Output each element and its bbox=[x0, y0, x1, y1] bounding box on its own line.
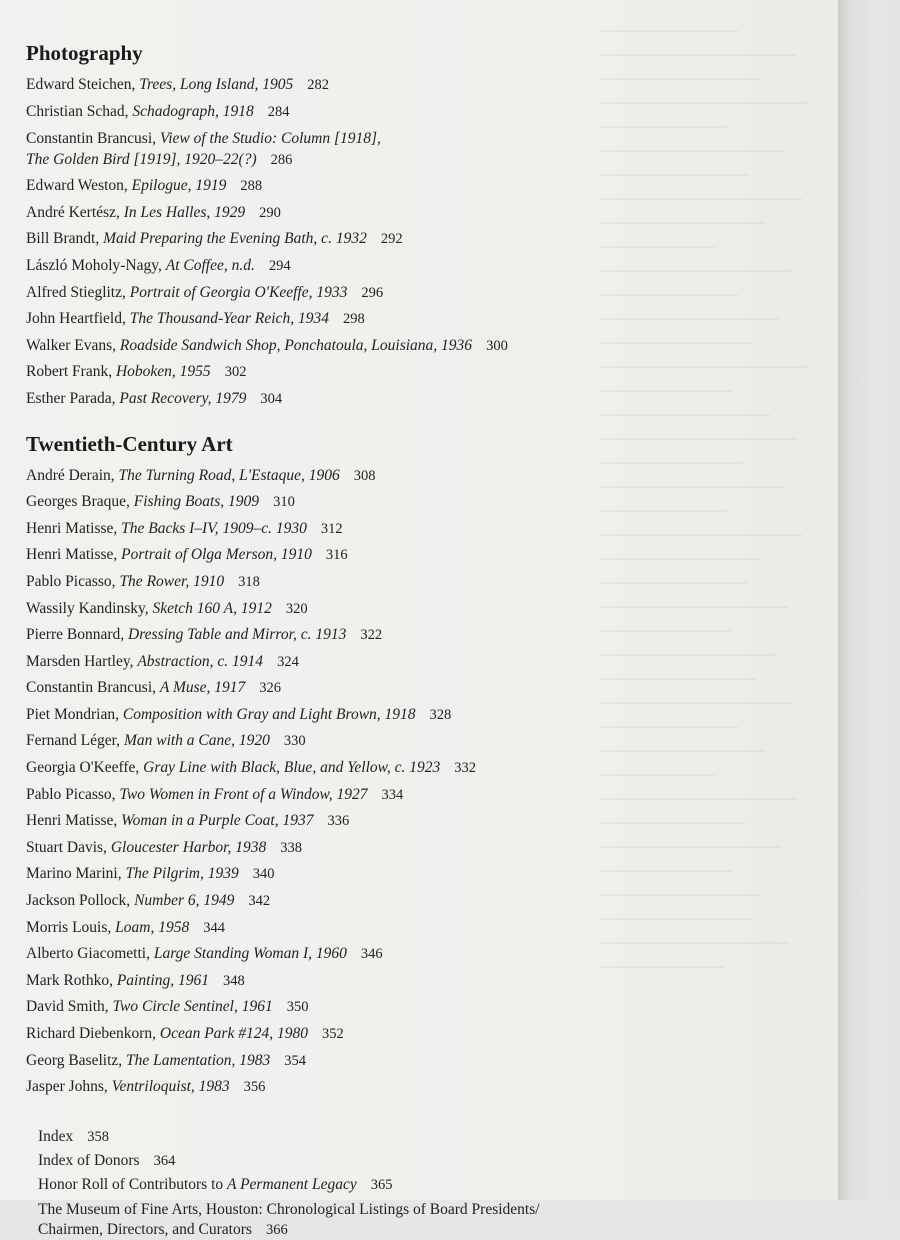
entry-title: Maid Preparing the Evening Bath, c. 1932 bbox=[103, 230, 367, 248]
entry-title: Ventriloquist, 1983 bbox=[111, 1078, 230, 1096]
entry-title: Gray Line with Black, Blue, and Yellow, c. 1923 bbox=[143, 759, 441, 777]
entry-title: Two Circle Sentinel, 1961 bbox=[112, 998, 273, 1016]
entry-title: Portrait of Olga Merson, 1910 bbox=[121, 546, 312, 564]
toc-entry[interactable] bbox=[26, 280, 816, 307]
toc-entry[interactable] bbox=[26, 941, 816, 968]
entry-artist: Georg Baselitz, bbox=[26, 1051, 127, 1069]
entry-title: Composition with Gray and Light Brown, 1918 bbox=[122, 705, 416, 723]
entry-artist: Jasper Johns, bbox=[26, 1078, 112, 1096]
toc-entry-chronology[interactable] bbox=[38, 1197, 816, 1240]
entry-title-continued bbox=[26, 149, 816, 171]
entry-title: The Backs I–IV, 1909–c. 1930 bbox=[121, 519, 307, 537]
toc-entry[interactable] bbox=[26, 915, 816, 942]
entry-page: 326 bbox=[259, 680, 282, 697]
entry-artist: Georges Braque, bbox=[26, 493, 134, 511]
toc-entry[interactable] bbox=[26, 675, 816, 702]
entry-page: 338 bbox=[280, 839, 302, 856]
entry-title: Man with a Cane, 1920 bbox=[123, 732, 270, 750]
toc-entry[interactable] bbox=[26, 386, 816, 413]
entry-artist: Morris Louis, bbox=[26, 918, 116, 936]
entry-artist: Stuart Davis, bbox=[26, 838, 111, 856]
toc-entry[interactable] bbox=[26, 596, 816, 623]
toc-entry[interactable] bbox=[26, 463, 816, 490]
entry-artist: Robert Frank, bbox=[26, 363, 116, 381]
entry-artist: Christian Schad, bbox=[26, 102, 133, 120]
entry-page: 294 bbox=[268, 257, 291, 274]
toc-section bbox=[26, 40, 816, 413]
entry-label-line2: Chairmen, Directors, and Curators bbox=[38, 1220, 252, 1238]
toc-entry[interactable] bbox=[26, 649, 816, 676]
toc-entry[interactable] bbox=[26, 72, 816, 99]
section-title: Photography bbox=[26, 41, 143, 65]
entry-title: View of the Studio: Column [1918], bbox=[159, 130, 381, 148]
entry-artist: Jackson Pollock, bbox=[26, 892, 135, 910]
entry-artist: Edward Steichen, bbox=[26, 76, 140, 93]
toc-entry[interactable] bbox=[26, 489, 816, 516]
entry-page: 348 bbox=[222, 972, 245, 989]
toc-entry[interactable] bbox=[26, 173, 816, 200]
toc-entry[interactable] bbox=[26, 1021, 816, 1048]
entry-page: 292 bbox=[380, 231, 403, 248]
entry-page: 340 bbox=[252, 866, 275, 883]
toc-entry[interactable] bbox=[26, 782, 816, 809]
entry-page: 346 bbox=[360, 946, 383, 963]
entry-page: 344 bbox=[203, 919, 225, 936]
entry-artist: Edward Weston, bbox=[26, 177, 132, 195]
facing-page-edge bbox=[838, 0, 900, 1200]
entry-page: 282 bbox=[307, 77, 329, 93]
entry-artist: Piet Mondrian, bbox=[26, 705, 123, 723]
toc-entry[interactable] bbox=[26, 1074, 816, 1101]
entry-page: 354 bbox=[284, 1052, 307, 1069]
entry-title: Trees, Long Island, 1905 bbox=[139, 76, 294, 93]
entry-title: Portrait of Georgia O'Keeffe, 1933 bbox=[129, 283, 348, 301]
entry-artist: André Derain, bbox=[26, 466, 119, 484]
entry-artist: Richard Diebenkorn, bbox=[26, 1025, 160, 1042]
entry-title: Sketch 160 A, 1912 bbox=[152, 599, 272, 617]
entry-title: Dressing Table and Mirror, c. 1913 bbox=[128, 626, 347, 644]
entry-artist: Alfred Stieglitz, bbox=[26, 283, 130, 301]
entry-page: 356 bbox=[243, 1079, 266, 1096]
entry-title: The Rower, 1910 bbox=[119, 572, 225, 590]
entry-label-line1: The Museum of Fine Arts, Houston: Chronological Listings of Board Presidents/ bbox=[38, 1200, 540, 1218]
entry-title: Abstraction, c. 1914 bbox=[137, 652, 264, 670]
toc-entry[interactable] bbox=[26, 253, 816, 280]
toc-entry[interactable] bbox=[26, 861, 816, 888]
entry-page: 318 bbox=[238, 573, 260, 590]
toc-entry-honor-roll[interactable] bbox=[38, 1173, 816, 1197]
entry-page: 366 bbox=[265, 1221, 288, 1238]
entry-artist: Pierre Bonnard, bbox=[26, 626, 129, 644]
toc-entry[interactable] bbox=[26, 542, 816, 569]
entry-label: Honor Roll of Contributors to bbox=[38, 1175, 228, 1193]
entry-artist: Mark Rothko, bbox=[26, 971, 117, 989]
entry-page: 296 bbox=[361, 284, 384, 301]
entry-page: 328 bbox=[429, 706, 452, 723]
entry-artist: Pablo Picasso, bbox=[26, 785, 120, 803]
entry-artist: Walker Evans, bbox=[26, 336, 120, 354]
toc-entry[interactable] bbox=[26, 968, 816, 995]
entry-title: Loam, 1958 bbox=[115, 918, 190, 936]
entry-page: 284 bbox=[267, 103, 290, 120]
entry-title: Woman in a Purple Coat, 1937 bbox=[121, 812, 314, 830]
toc-entry[interactable] bbox=[26, 359, 816, 386]
entry-title: At Coffee, n.d. bbox=[165, 256, 255, 274]
entry-title: Roadside Sandwich Shop, Ponchatoula, Louisiana, 1936 bbox=[119, 336, 473, 354]
entry-page: 320 bbox=[285, 600, 308, 617]
entry-title: Painting, 1961 bbox=[116, 971, 209, 989]
entry-page: 312 bbox=[320, 520, 343, 537]
entry-page: 298 bbox=[342, 311, 365, 328]
toc-section bbox=[26, 431, 816, 1101]
section-title: Twentieth-Century Art bbox=[26, 431, 233, 456]
toc-entry[interactable] bbox=[26, 306, 816, 333]
entry-page: 332 bbox=[454, 760, 476, 777]
entry-artist: Constantin Brancusi, bbox=[26, 679, 160, 697]
entry-title: Fishing Boats, 1909 bbox=[133, 493, 260, 511]
toc-entry[interactable] bbox=[26, 333, 816, 360]
entry-page: 300 bbox=[486, 337, 508, 354]
entry-artist: Bill Brandt, bbox=[26, 230, 104, 248]
entry-title-line2: The Golden Bird [1919], 1920–22(?) bbox=[26, 151, 257, 169]
entry-page: 310 bbox=[273, 494, 295, 511]
toc-entry[interactable] bbox=[26, 888, 816, 915]
entry-page: 358 bbox=[87, 1128, 110, 1145]
entry-title: A Muse, 1917 bbox=[159, 679, 246, 697]
entry-label: Index of Donors bbox=[38, 1151, 140, 1169]
entry-artist: Fernand Léger, bbox=[26, 732, 124, 750]
entry-title: Hoboken, 1955 bbox=[115, 363, 211, 381]
toc-entry[interactable] bbox=[26, 702, 816, 729]
entry-page: 302 bbox=[224, 364, 247, 381]
entry-artist: Wassily Kandinsky, bbox=[26, 599, 153, 617]
entry-label: Index bbox=[38, 1127, 74, 1145]
entry-artist: Pablo Picasso, bbox=[26, 572, 120, 590]
entry-artist: Marsden Hartley, bbox=[26, 652, 138, 670]
entry-page: 308 bbox=[353, 467, 376, 484]
toc-entry[interactable] bbox=[26, 1048, 816, 1075]
entry-title: In Les Halles, 1929 bbox=[123, 203, 246, 221]
entry-page: 288 bbox=[240, 178, 263, 195]
entry-page: 324 bbox=[277, 653, 299, 670]
entry-title: Epilogue, 1919 bbox=[131, 177, 227, 195]
toc-entry[interactable] bbox=[26, 226, 816, 253]
entry-page: 330 bbox=[283, 733, 306, 750]
toc-entry[interactable] bbox=[26, 99, 816, 126]
entry-title: The Turning Road, L'Estaque, 1906 bbox=[118, 466, 340, 484]
entry-artist: David Smith, bbox=[26, 998, 113, 1016]
entry-artist: Henri Matisse, bbox=[26, 812, 122, 830]
entry-page: 334 bbox=[381, 786, 404, 803]
entry-page: 352 bbox=[321, 1026, 344, 1042]
entry-page: 322 bbox=[360, 627, 383, 644]
entry-title: The Thousand-Year Reich, 1934 bbox=[129, 310, 329, 328]
entry-page: 365 bbox=[370, 1176, 393, 1193]
back-matter bbox=[26, 1125, 816, 1240]
entry-title: Two Women in Front of a Window, 1927 bbox=[119, 785, 368, 803]
contents-sections bbox=[26, 40, 816, 1101]
toc-entry[interactable] bbox=[26, 755, 816, 782]
entry-artist: László Moholy-Nagy, bbox=[26, 256, 166, 274]
toc-entry-index-of-donors[interactable] bbox=[38, 1149, 816, 1173]
entry-artist: André Kertész, bbox=[26, 203, 124, 221]
entry-page: 304 bbox=[260, 390, 283, 407]
entry-page: 336 bbox=[327, 813, 350, 830]
entry-page: 350 bbox=[286, 999, 309, 1016]
entry-artist: John Heartfield, bbox=[26, 310, 130, 328]
table-of-contents bbox=[26, 40, 816, 1240]
entry-title: Ocean Park #124, 1980 bbox=[159, 1025, 308, 1042]
entry-title: The Lamentation, 1983 bbox=[126, 1051, 271, 1069]
entry-title: Number 6, 1949 bbox=[134, 892, 235, 910]
toc-entry[interactable] bbox=[26, 994, 816, 1021]
toc-entry[interactable] bbox=[26, 808, 816, 835]
entry-page: 364 bbox=[153, 1152, 176, 1169]
entry-title: Gloucester Harbor, 1938 bbox=[110, 838, 267, 856]
entry-title: A Permanent Legacy bbox=[227, 1175, 357, 1193]
entry-page: 316 bbox=[325, 547, 348, 564]
entry-artist: Marino Marini, bbox=[26, 865, 126, 883]
entry-artist: Henri Matisse, bbox=[26, 546, 122, 564]
entry-artist: Henri Matisse, bbox=[26, 519, 122, 537]
toc-entry[interactable] bbox=[26, 622, 816, 649]
toc-entry[interactable] bbox=[26, 728, 816, 755]
entry-artist: Esther Parada, bbox=[26, 389, 120, 407]
entry-artist: Georgia O'Keeffe, bbox=[26, 759, 144, 777]
toc-entry[interactable] bbox=[26, 569, 816, 596]
entry-artist: Constantin Brancusi, bbox=[26, 130, 160, 148]
entry-title: The Pilgrim, 1939 bbox=[125, 865, 239, 883]
toc-entry[interactable] bbox=[26, 516, 816, 543]
toc-entry[interactable] bbox=[26, 125, 816, 173]
entry-page: 286 bbox=[270, 152, 293, 169]
entry-title: Schadograph, 1918 bbox=[132, 102, 254, 120]
toc-entry[interactable] bbox=[26, 200, 816, 227]
entry-title: Large Standing Woman I, 1960 bbox=[153, 945, 347, 963]
entry-artist: Alberto Giacometti, bbox=[26, 945, 154, 963]
toc-entry[interactable] bbox=[26, 835, 816, 862]
toc-entry-index[interactable] bbox=[38, 1125, 816, 1149]
entry-page: 290 bbox=[259, 204, 281, 221]
entry-page: 342 bbox=[248, 893, 271, 910]
entry-title: Past Recovery, 1979 bbox=[119, 389, 247, 407]
